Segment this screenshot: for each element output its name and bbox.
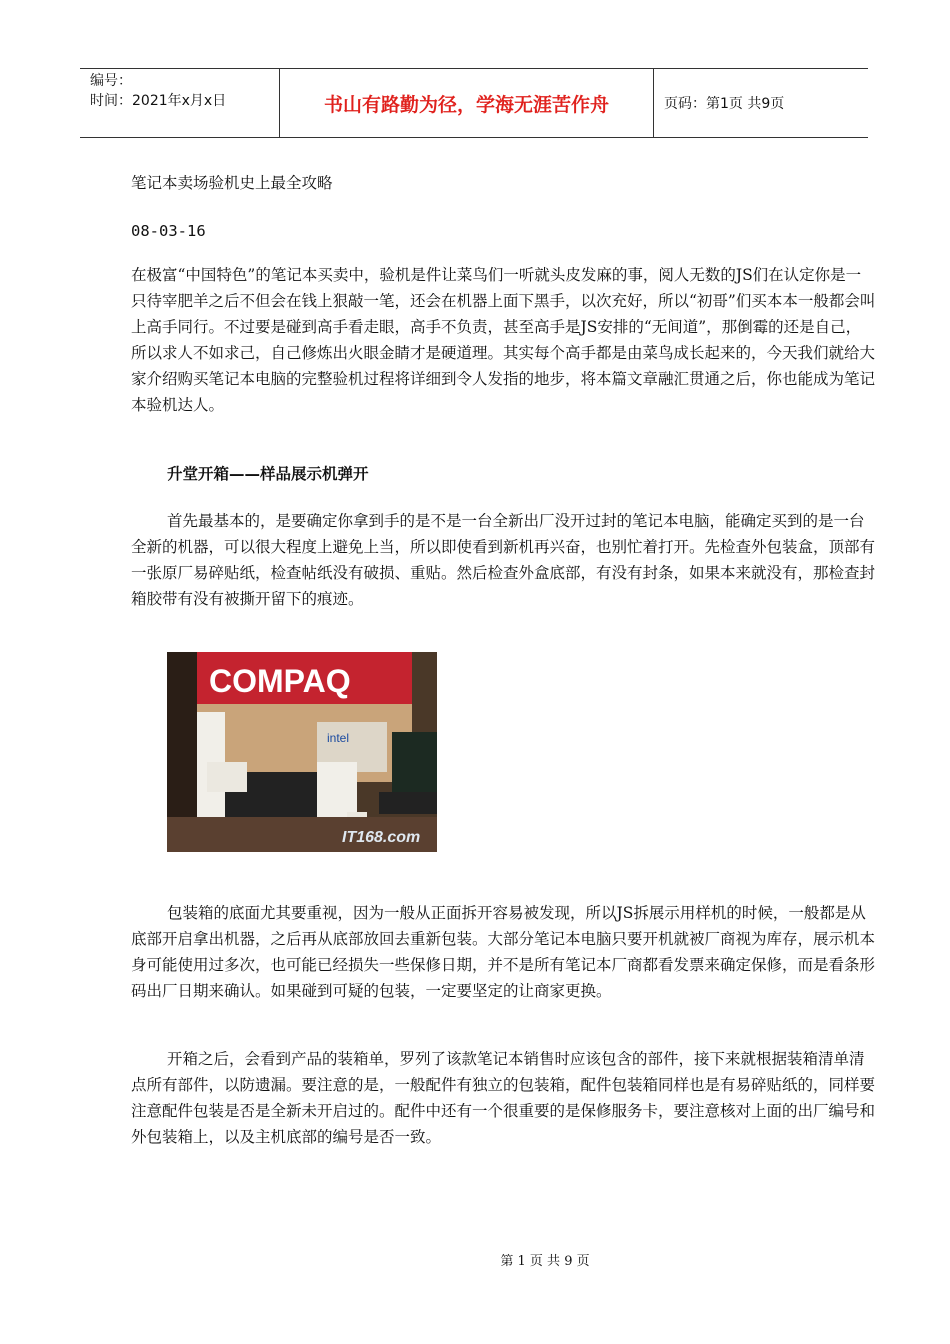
serial-label: 编号： — [90, 73, 132, 89]
photo-brand-text: COMPAQ — [209, 663, 351, 699]
photo-watermark: IT168.com — [342, 829, 421, 846]
paragraph-1: 首先最基本的，是要确定你拿到手的是不是一台全新出厂没开过封的笔记本电脑，能确定买到的是一台全新的机器，可以很大程度上避免上当，所以即使看到新机再兴奋，也别忙着打开。先检查外包装盒，顶部有一张原厂易碎贴纸，检查帖纸没有破损、重贴。然后检查外盒底部，有没有封条，如果本来就没有，那检查封箱胶带有没有被撕开留下的痕迹。 — [131, 512, 876, 608]
photo-illustration — [167, 652, 437, 852]
photo-chip-text: intel — [327, 731, 350, 745]
page-footer: 第 1 页 共 9 页 — [500, 1254, 590, 1269]
paragraph-2: 包装箱的底面尤其要重视，因为一般从正面拆开容易被发现，所以JS拆展示用样机的时候，一般都是从底部开启拿出机器，之后再从底部放回去重新包装。大部分笔记本电脑只要开机就被厂商视为库存，展示机本身可能使用过多次，也可能已经损失一些保修日期，并不是所有笔记本厂商都看发票来确定保修，而是看条形码出厂日期来确认。如果碰到可疑的包装，一定要坚定的让商家更换。 — [131, 904, 876, 1000]
article-date: 08-03-16 — [131, 222, 206, 240]
article-title: 笔记本卖场验机史上最全攻略 — [131, 174, 333, 192]
section-heading: 升堂开箱——样品展示机弹开 — [167, 465, 369, 483]
header-motto: 书山有路勤为径，学海无涯苦作舟 — [280, 69, 654, 137]
paragraph-3: 开箱之后，会看到产品的装箱单，罗列了该款笔记本销售时应该包含的部件，接下来就根据装箱清单清点所有部件，以防遗漏。要注意的是，一般配件有独立的包装箱，配件包装箱同样也是有易碎贴纸的，同样要注意配件包装是否是全新未开启过的。配件中还有一个很重要的是保修服务卡，要注意核对上面的出厂编号和外包装箱上，以及主机底部的编号是否一致。 — [131, 1050, 876, 1146]
intro-paragraph: 在极富“中国特色”的笔记本买卖中，验机是件让菜鸟们一听就头皮发麻的事，阅人无数的JS们在认定你是一只待宰肥羊之后不但会在钱上狠敲一笔，还会在机器上面下黑手，以次充好，所以“初哥”们买本本一般都会叫上高手同行。不过要是碰到高手看走眼，高手不负责，甚至高手是JS安排的“无间道”，那倒霉的还是自己，所以求人不如求己，自己修炼出火眼金睛才是硬道理。其实每个高手都是由菜鸟成长起来的，今天我们就给大家介绍购买笔记本电脑的完整验机过程将详细到令人发指的地步，将本篇文章融汇贯通之后，你也能成为笔记本验机达人。 — [131, 266, 876, 414]
header-page-info: 页码：第1页 共9页 — [664, 96, 785, 112]
header-meta — [80, 69, 280, 137]
time-label: 时间：2021年x月x日 — [90, 93, 227, 109]
page-header — [80, 68, 868, 138]
compaq-box-photo — [167, 652, 437, 852]
